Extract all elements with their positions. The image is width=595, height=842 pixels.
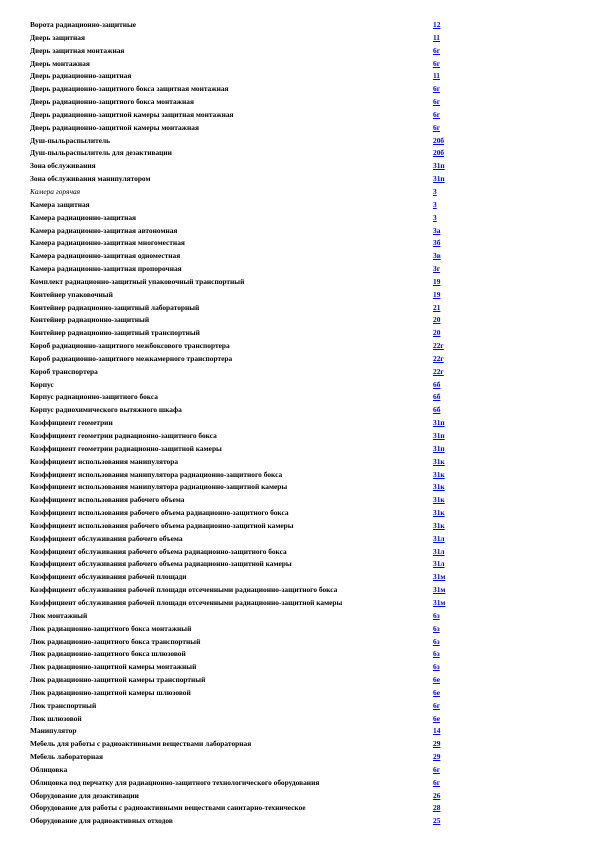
index-entry bbox=[30, 160, 450, 173]
index-reference-link[interactable]: 6г bbox=[433, 777, 441, 787]
index-term: Люк радиационно-защитной камеры шлюзовой bbox=[30, 687, 191, 697]
index-term: Коэффициент использования рабочего объема bbox=[30, 495, 185, 505]
index-reference-link[interactable]: 3 bbox=[433, 199, 437, 209]
index-reference-link[interactable]: 26 bbox=[433, 790, 441, 800]
index-entry bbox=[30, 725, 450, 738]
index-term: Камера радиационно-защитная многоместная bbox=[30, 238, 185, 248]
index-entry bbox=[30, 199, 450, 212]
index-term: Коэффициент обслуживания рабочего объема радиационно-защитной камеры bbox=[30, 559, 292, 569]
index-entry bbox=[30, 404, 450, 417]
index-entry bbox=[30, 109, 450, 122]
index-reference-link[interactable]: 20б bbox=[433, 148, 445, 158]
index-entry bbox=[30, 340, 450, 353]
index-entry bbox=[30, 212, 450, 225]
index-term: Камера радиационно-защитная пропорочная bbox=[30, 264, 182, 274]
index-term: Дверь радиационно-защитного бокса монтажная bbox=[30, 97, 194, 107]
index-entry bbox=[30, 636, 450, 649]
index-reference-link[interactable]: 6г bbox=[433, 97, 441, 107]
index-entry bbox=[30, 289, 450, 302]
index-reference-link[interactable]: 28 bbox=[433, 803, 441, 813]
index-reference-link[interactable]: 31л bbox=[433, 559, 445, 569]
index-entry bbox=[30, 507, 450, 520]
index-reference-link[interactable]: 19 bbox=[433, 289, 441, 299]
index-term: Люк шлюзовой bbox=[30, 713, 82, 723]
index-entry bbox=[30, 417, 450, 430]
index-term: Зона обслуживания манипулятором bbox=[30, 174, 151, 184]
index-reference-link[interactable]: 31л bbox=[433, 533, 445, 543]
index-reference-link[interactable]: 31к bbox=[433, 469, 445, 479]
index-reference-link[interactable]: 20 bbox=[433, 315, 441, 325]
index-entry bbox=[30, 700, 450, 713]
index-term: Короб радиационно-защитного межбоксового транспортера bbox=[30, 341, 230, 351]
index-term: Дверь защитная bbox=[30, 32, 85, 42]
index-entry bbox=[30, 648, 450, 661]
index-entry bbox=[30, 802, 450, 815]
index-entry bbox=[30, 353, 450, 366]
index-term: Контейнер радиационно-защитный транспортный bbox=[30, 328, 200, 338]
index-reference-link[interactable]: 31п bbox=[433, 161, 445, 171]
index-entry bbox=[30, 391, 450, 404]
index-reference-link[interactable]: 6е bbox=[433, 687, 440, 697]
index-entry bbox=[30, 45, 450, 58]
index-term: Манипулятор bbox=[30, 726, 77, 736]
index-term: Люк радиационно-защитного бокса шлюзовой bbox=[30, 649, 186, 659]
index-entry bbox=[30, 790, 450, 803]
index-term: Мебель для работы с радиоактивными веществами лабораторная bbox=[30, 739, 252, 749]
index-term: Коэффициент геометрии bbox=[30, 418, 113, 428]
index-entry bbox=[30, 276, 450, 289]
index-reference-link[interactable]: 31п bbox=[433, 418, 445, 428]
index-reference-link[interactable]: 31м bbox=[433, 597, 446, 607]
index-reference-link[interactable]: 6г bbox=[433, 84, 441, 94]
index-reference-link[interactable]: 6г bbox=[433, 58, 441, 68]
index-term: Короб радиационно-защитного межкамерного транспортера bbox=[30, 353, 233, 363]
index-term: Комплект радиационно-защитный упаковочный транспортный bbox=[30, 276, 245, 286]
index-entry bbox=[30, 546, 450, 559]
index-reference-link[interactable]: 6г bbox=[433, 764, 441, 774]
index-term: Мебель лабораторная bbox=[30, 752, 103, 762]
index-reference-link[interactable]: 31п bbox=[433, 174, 445, 184]
index-reference-link[interactable]: 31п bbox=[433, 443, 445, 453]
index-term: Люк радиационно-защитной камеры транспортный bbox=[30, 675, 206, 685]
index-term: Коэффициент обслуживания рабочего объема bbox=[30, 533, 183, 543]
alphabetical-index bbox=[30, 19, 450, 828]
index-term: Коэффициент обслуживания рабочей площади отсеченными радиационно-защитного бокса bbox=[30, 585, 338, 595]
index-entry bbox=[30, 122, 450, 135]
index-reference-link[interactable]: 31к bbox=[433, 456, 445, 466]
index-entry bbox=[30, 225, 450, 238]
index-reference-link[interactable]: 21 bbox=[433, 302, 441, 312]
index-term: Коэффициент обслуживания рабочей площади bbox=[30, 572, 187, 582]
index-entry bbox=[30, 58, 450, 71]
index-entry bbox=[30, 520, 450, 533]
index-entry bbox=[30, 302, 450, 315]
index-term: Зона обслуживания bbox=[30, 161, 96, 171]
index-entry bbox=[30, 610, 450, 623]
index-reference-link[interactable]: 20 bbox=[433, 328, 441, 338]
index-entry bbox=[30, 571, 450, 584]
index-term: Оборудование для работы с радиоактивными веществами санитарно-техническое bbox=[30, 803, 306, 813]
index-reference-link[interactable]: 3в bbox=[433, 251, 441, 261]
index-entry bbox=[30, 96, 450, 109]
index-entry bbox=[30, 494, 450, 507]
index-term: Коэффициент использования рабочего объема радиационно-защитного бокса bbox=[30, 508, 289, 518]
index-entry bbox=[30, 443, 450, 456]
index-entry bbox=[30, 584, 450, 597]
index-entry bbox=[30, 147, 450, 160]
index-entry bbox=[30, 674, 450, 687]
index-term: Дверь радиационно-защитной камеры монтажная bbox=[30, 122, 199, 132]
index-entry bbox=[30, 430, 450, 443]
index-term: Коэффициент обслуживания рабочей площади отсеченными радиационно-защитной камеры bbox=[30, 597, 343, 607]
index-entry bbox=[30, 83, 450, 96]
index-reference-link[interactable]: 3б bbox=[433, 238, 441, 248]
index-reference-link[interactable]: 25 bbox=[433, 816, 441, 826]
index-reference-link[interactable]: 6г bbox=[433, 122, 441, 132]
index-reference-link[interactable]: 6з bbox=[433, 610, 440, 620]
index-term: Корпус радиохимического вытяжного шкафа bbox=[30, 405, 182, 415]
index-reference-link[interactable]: 3г bbox=[433, 264, 441, 274]
index-entry bbox=[30, 623, 450, 636]
index-entry bbox=[30, 379, 450, 392]
index-entry bbox=[30, 32, 450, 45]
index-term: Дверь защитная монтажная bbox=[30, 45, 125, 55]
index-reference-link[interactable]: 22г bbox=[433, 341, 444, 351]
index-term: Коэффициент использования манипулятора bbox=[30, 456, 179, 466]
index-entry bbox=[30, 815, 450, 828]
index-reference-link[interactable]: 31м bbox=[433, 572, 446, 582]
index-term: Люк радиационно-защитного бокса монтажный bbox=[30, 623, 192, 633]
index-reference-link[interactable]: 6з bbox=[433, 636, 440, 646]
index-entry bbox=[30, 597, 450, 610]
index-term: Ворота радиационно-защитные bbox=[30, 20, 137, 29]
index-entry bbox=[30, 19, 450, 32]
index-entry bbox=[30, 366, 450, 379]
index-reference-link[interactable]: 3 bbox=[433, 212, 437, 222]
index-reference-link[interactable]: 6з bbox=[433, 623, 440, 633]
index-term: Контейнер радиационно-защитный bbox=[30, 315, 150, 325]
index-term: Оборудование для дезактивации bbox=[30, 790, 139, 800]
index-reference-link[interactable]: 11 bbox=[433, 32, 440, 42]
index-entry bbox=[30, 661, 450, 674]
index-entry bbox=[30, 173, 450, 186]
index-term: Коэффициент геометрии радиационно-защитного бокса bbox=[30, 431, 217, 440]
index-term: Дверь монтажная bbox=[30, 58, 90, 68]
index-reference-link[interactable]: 12 bbox=[433, 20, 441, 29]
index-reference-link[interactable]: 22г bbox=[433, 366, 444, 376]
index-term: Камера радиационно-защитная одноместная bbox=[30, 251, 181, 261]
index-reference-link[interactable]: 20б bbox=[433, 135, 445, 145]
index-reference-link[interactable]: 31м bbox=[433, 585, 446, 595]
index-term: Люк монтажный bbox=[30, 610, 88, 620]
index-term: Люк транспортный bbox=[30, 700, 97, 710]
index-reference-link[interactable]: 19 bbox=[433, 276, 441, 286]
index-term: Люк радиационно-защитной камеры монтажный bbox=[30, 662, 197, 672]
index-entry bbox=[30, 558, 450, 571]
index-term: Коэффициент обслуживания рабочего объема радиационно-защитного бокса bbox=[30, 546, 287, 556]
index-term: Камера радиационно-защитная bbox=[30, 212, 137, 222]
index-reference-link[interactable]: 6б bbox=[433, 405, 441, 415]
index-term: Дверь радиационно-защитной камеры защитная монтажная bbox=[30, 109, 234, 119]
index-term: Дверь радиационно-защитного бокса защитная монтажная bbox=[30, 84, 229, 94]
index-reference-link[interactable]: 6з bbox=[433, 649, 440, 659]
index-reference-link[interactable]: 31к bbox=[433, 520, 445, 530]
index-entry bbox=[30, 456, 450, 469]
index-entry bbox=[30, 777, 450, 790]
index-reference-link[interactable]: 22г bbox=[433, 353, 444, 363]
index-reference-link[interactable]: 6г bbox=[433, 700, 441, 710]
index-term: Дверь радиационно-защитная bbox=[30, 71, 132, 81]
index-entry bbox=[30, 250, 450, 263]
index-entry bbox=[30, 469, 450, 482]
index-reference-link[interactable]: 6е bbox=[433, 675, 440, 685]
index-reference-link[interactable]: 31к bbox=[433, 508, 445, 518]
index-reference-link[interactable]: 14 bbox=[433, 726, 441, 736]
index-term: Коэффициент геометрии радиационно-защитной камеры bbox=[30, 443, 222, 453]
index-entry bbox=[30, 135, 450, 148]
index-entry bbox=[30, 70, 450, 83]
index-entry bbox=[30, 738, 450, 751]
index-reference-link[interactable]: 6г bbox=[433, 109, 441, 119]
index-term: Душ-пыльраспылитель bbox=[30, 135, 111, 145]
index-entry bbox=[30, 687, 450, 700]
index-reference-link[interactable]: 29 bbox=[433, 752, 441, 762]
index-entry bbox=[30, 263, 450, 276]
index-term: Оборудование для радиоактивных отходов bbox=[30, 816, 173, 826]
index-entry bbox=[30, 314, 450, 327]
index-term: Короб транспортера bbox=[30, 366, 98, 376]
index-entry bbox=[30, 533, 450, 546]
index-term: Камера радиационно-защитная автономная bbox=[30, 225, 178, 235]
index-entry bbox=[30, 327, 450, 340]
index-term: Облицовка bbox=[30, 764, 68, 774]
index-term: Контейнер радиационно-защитный лабораторный bbox=[30, 302, 200, 312]
index-reference-link[interactable]: 3а bbox=[433, 225, 441, 235]
index-reference-link[interactable]: 11 bbox=[433, 71, 440, 81]
index-term: Коэффициент использования манипулятора радиационно-защитной камеры bbox=[30, 482, 288, 492]
index-entry bbox=[30, 186, 450, 199]
index-reference-link[interactable]: 29 bbox=[433, 739, 441, 749]
index-term: Корпус радиационно-защитного бокса bbox=[30, 392, 158, 402]
index-entry bbox=[30, 764, 450, 777]
index-term: Коэффициент использования манипулятора радиационно-защитного бокса bbox=[30, 469, 283, 479]
index-term: Облицовка под перчатку для радиационно-защитного технологического оборудования bbox=[30, 777, 320, 787]
index-entry bbox=[30, 237, 450, 250]
index-term: Корпус bbox=[30, 379, 54, 389]
index-entry bbox=[30, 713, 450, 726]
index-reference-link[interactable]: 31к bbox=[433, 495, 445, 505]
index-entry bbox=[30, 751, 450, 764]
index-reference-link[interactable]: 6б bbox=[433, 392, 441, 402]
index-reference-link[interactable]: 31п bbox=[433, 431, 445, 440]
index-term: Контейнер упаковочный bbox=[30, 289, 113, 299]
index-term: Душ-пыльраспылитель для дезактивации bbox=[30, 148, 172, 158]
index-reference-link[interactable]: 6з bbox=[433, 662, 440, 672]
index-term: Коэффициент использования рабочего объема радиационно-защитной камеры bbox=[30, 520, 294, 530]
index-reference-link[interactable]: 3 bbox=[433, 186, 437, 196]
index-term: Камера горячая bbox=[30, 186, 81, 196]
index-term: Камера защитная bbox=[30, 199, 90, 209]
index-entry bbox=[30, 481, 450, 494]
index-reference-link[interactable]: 31л bbox=[433, 546, 445, 556]
index-reference-link[interactable]: 31к bbox=[433, 482, 445, 492]
index-reference-link[interactable]: 6б bbox=[433, 379, 441, 389]
index-term: Люк радиационно-защитного бокса транспортный bbox=[30, 636, 201, 646]
index-reference-link[interactable]: 6г bbox=[433, 45, 441, 55]
index-reference-link[interactable]: 6е bbox=[433, 713, 440, 723]
